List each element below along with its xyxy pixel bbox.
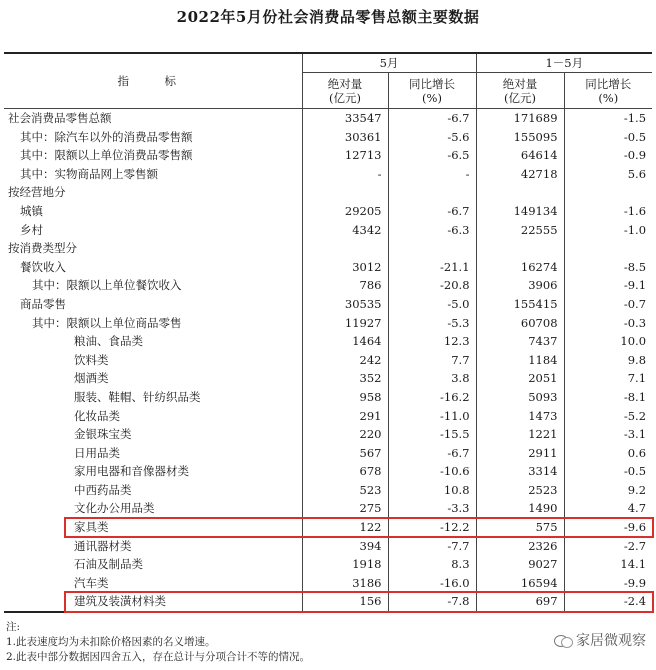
- row-name: 其中：除汽车以外的消费品零售额: [20, 129, 193, 144]
- ytd-yoy-value: 9.2: [564, 481, 652, 500]
- ytd-abs-value: 575: [476, 518, 564, 537]
- ytd-yoy-value: -2.7: [564, 537, 652, 556]
- may-yoy-value: -6.5: [388, 146, 476, 165]
- ytd-yoy-value: 5.6: [564, 165, 652, 184]
- table-row: [4, 128, 652, 147]
- table-row: [4, 518, 652, 537]
- watermark: [554, 630, 646, 650]
- ytd-abs-value: 2911: [476, 444, 564, 463]
- table-row: [4, 295, 652, 314]
- table-row: [4, 407, 652, 426]
- ytd-yoy-header: 同比增长 (%): [564, 73, 652, 109]
- may-abs-value: 567: [302, 444, 388, 463]
- may-yoy-header: 同比增长 (%): [388, 73, 476, 109]
- may-yoy-value: -6.7: [388, 109, 476, 128]
- notes-label: 注:: [6, 621, 21, 633]
- row-name: 饮料类: [74, 352, 109, 367]
- row-name: 按经营地分: [8, 185, 66, 200]
- row-name: 金银珠宝类: [74, 427, 132, 442]
- table-row: [4, 183, 652, 202]
- may-abs-value: 4342: [302, 221, 388, 240]
- ytd-yoy-value: -0.5: [564, 128, 652, 147]
- ytd-abs-value: 3314: [476, 462, 564, 481]
- may-abs-value: 3186: [302, 574, 388, 593]
- ytd-abs-value: 9027: [476, 555, 564, 574]
- row-name: 其中：限额以上单位餐饮收入: [32, 278, 182, 293]
- table-row: [4, 574, 652, 593]
- row-name: 服装、鞋帽、针纺织品类: [74, 389, 201, 404]
- ytd-abs-value: 22555: [476, 221, 564, 240]
- table-row: [4, 221, 652, 240]
- table-row: [4, 425, 652, 444]
- may-yoy-value: -7.8: [388, 592, 476, 612]
- ytd-abs-value: 155095: [476, 128, 564, 147]
- ytd-yoy-value: -9.9: [564, 574, 652, 593]
- ytd-yoy-value: 9.8: [564, 351, 652, 370]
- may-abs-value: 30535: [302, 295, 388, 314]
- ytd-abs-value: 2523: [476, 481, 564, 500]
- ytd-abs-value: 16274: [476, 258, 564, 277]
- may-abs-value: 352: [302, 369, 388, 388]
- may-abs-value: 30361: [302, 128, 388, 147]
- ytd-abs-value: 5093: [476, 388, 564, 407]
- ytd-yoy-value: 14.1: [564, 555, 652, 574]
- ytd-abs-value: 42718: [476, 165, 564, 184]
- may-yoy-value: -6.7: [388, 202, 476, 221]
- ytd-yoy-value: -8.5: [564, 258, 652, 277]
- table-row: [4, 146, 652, 165]
- may-yoy-value: -16.0: [388, 574, 476, 593]
- ytd-abs-value: 60708: [476, 314, 564, 333]
- may-abs-value: 958: [302, 388, 388, 407]
- table-row: [4, 332, 652, 351]
- ytd-abs-value: 3906: [476, 276, 564, 295]
- table-row: [4, 388, 652, 407]
- may-header: 5月: [302, 53, 476, 73]
- may-yoy-value: -12.2: [388, 518, 476, 537]
- may-abs-value: 1464: [302, 332, 388, 351]
- ytd-yoy-value: -5.2: [564, 407, 652, 426]
- may-yoy-value: -20.8: [388, 276, 476, 295]
- may-yoy-value: -5.0: [388, 295, 476, 314]
- table-row: [4, 239, 652, 258]
- may-yoy-value: [388, 183, 476, 202]
- may-yoy-value: -21.1: [388, 258, 476, 277]
- may-yoy-value: 8.3: [388, 555, 476, 574]
- may-abs-value: 3012: [302, 258, 388, 277]
- row-name: 其中：限额以上单位商品零售: [32, 315, 182, 330]
- table-row: [4, 258, 652, 277]
- ytd-abs-value: 1221: [476, 425, 564, 444]
- may-yoy-value: [388, 239, 476, 258]
- ytd-abs-value: 1473: [476, 407, 564, 426]
- table-row: [4, 369, 652, 388]
- ytd-abs-value: [476, 239, 564, 258]
- ytd-yoy-value: -2.4: [564, 592, 652, 612]
- ytd-abs-value: 7437: [476, 332, 564, 351]
- table-row: [4, 481, 652, 500]
- table-row: [4, 462, 652, 481]
- row-name: 家具类: [74, 520, 109, 535]
- ytd-yoy-value: 4.7: [564, 499, 652, 518]
- ytd-abs-value: 149134: [476, 202, 564, 221]
- ytd-yoy-value: -8.1: [564, 388, 652, 407]
- wechat-icon: [554, 633, 572, 647]
- ytd-abs-value: 1490: [476, 499, 564, 518]
- table-row: [4, 592, 652, 612]
- may-yoy-value: 10.8: [388, 481, 476, 500]
- ytd-abs-value: 155415: [476, 295, 564, 314]
- may-yoy-value: 3.8: [388, 369, 476, 388]
- row-name: 汽车类: [74, 575, 109, 590]
- may-yoy-value: -7.7: [388, 537, 476, 556]
- may-abs-value: 220: [302, 425, 388, 444]
- ytd-yoy-value: -9.6: [564, 518, 652, 537]
- ytd-yoy-value: -9.1: [564, 276, 652, 295]
- row-name: 化妆品类: [74, 408, 120, 423]
- may-abs-value: 11927: [302, 314, 388, 333]
- may-abs-value: 33547: [302, 109, 388, 128]
- table-row: [4, 444, 652, 463]
- row-name: 其中：实物商品网上零售额: [20, 166, 158, 181]
- may-abs-value: [302, 239, 388, 258]
- may-abs-value: -: [302, 165, 388, 184]
- ytd-yoy-value: -1.5: [564, 109, 652, 128]
- ytd-abs-value: 2326: [476, 537, 564, 556]
- ytd-yoy-value: -0.5: [564, 462, 652, 481]
- row-name: 烟酒类: [74, 371, 109, 386]
- ytd-yoy-value: -1.0: [564, 221, 652, 240]
- row-name: 粮油、食品类: [74, 334, 143, 349]
- may-abs-value: 523: [302, 481, 388, 500]
- may-yoy-value: -11.0: [388, 407, 476, 426]
- row-name: 其中：限额以上单位消费品零售额: [20, 148, 193, 163]
- ytd-abs-value: 697: [476, 592, 564, 612]
- row-name: 家用电器和音像器材类: [74, 464, 189, 479]
- table-row: [4, 202, 652, 221]
- may-abs-value: 275: [302, 499, 388, 518]
- table-row: [4, 314, 652, 333]
- ytd-header: 1－5月: [476, 53, 652, 73]
- row-name: 商品零售: [20, 296, 66, 311]
- may-abs-value: 786: [302, 276, 388, 295]
- may-yoy-value: -16.2: [388, 388, 476, 407]
- table-row: [4, 109, 652, 128]
- ytd-yoy-value: [564, 183, 652, 202]
- note-1: 1.此表速度均为未扣除价格因素的名义增速。: [6, 636, 216, 648]
- may-yoy-value: -5.6: [388, 128, 476, 147]
- may-yoy-value: 12.3: [388, 332, 476, 351]
- table-row: [4, 537, 652, 556]
- ytd-yoy-value: [564, 239, 652, 258]
- row-name: 通讯器材类: [74, 538, 132, 553]
- ytd-abs-value: 64614: [476, 146, 564, 165]
- ytd-abs-value: 1184: [476, 351, 564, 370]
- row-name: 城镇: [20, 203, 43, 218]
- may-abs-value: 122: [302, 518, 388, 537]
- ytd-abs-value: 171689: [476, 109, 564, 128]
- ytd-yoy-value: -0.3: [564, 314, 652, 333]
- ytd-yoy-value: 0.6: [564, 444, 652, 463]
- may-abs-value: 29205: [302, 202, 388, 221]
- may-yoy-value: -10.6: [388, 462, 476, 481]
- may-yoy-value: -6.3: [388, 221, 476, 240]
- note-2: 2.此表中部分数据因四舍五入，存在总计与分项合计不等的情况。: [6, 651, 311, 663]
- footnotes: [6, 620, 310, 665]
- may-yoy-value: 7.7: [388, 351, 476, 370]
- page-title: 2022年5月份社会消费品零售总额主要数据: [176, 8, 480, 26]
- row-name: 石油及制品类: [74, 557, 143, 572]
- table-row: [4, 351, 652, 370]
- row-name: 按消费类型分: [8, 241, 77, 256]
- ytd-yoy-value: 10.0: [564, 332, 652, 351]
- table-row: [4, 555, 652, 574]
- watermark-text: 家居微观察: [576, 633, 646, 649]
- may-abs-header: 绝对量 (亿元): [302, 73, 388, 109]
- table-row: [4, 276, 652, 295]
- row-name: 中西药品类: [74, 482, 132, 497]
- ytd-abs-header: 绝对量 (亿元): [476, 73, 564, 109]
- row-name: 社会消费品零售总额: [8, 111, 112, 125]
- ytd-abs-value: 2051: [476, 369, 564, 388]
- row-name: 文化办公用品类: [74, 501, 155, 516]
- may-abs-value: 291: [302, 407, 388, 426]
- ytd-yoy-value: -0.9: [564, 146, 652, 165]
- indicator-header: 指 标: [4, 53, 302, 109]
- may-abs-value: [302, 183, 388, 202]
- ytd-yoy-value: 7.1: [564, 369, 652, 388]
- table-row: [4, 499, 652, 518]
- may-yoy-value: -5.3: [388, 314, 476, 333]
- may-abs-value: 1918: [302, 555, 388, 574]
- may-yoy-value: -15.5: [388, 425, 476, 444]
- table-row: [4, 165, 652, 184]
- may-abs-value: 242: [302, 351, 388, 370]
- ytd-yoy-value: -3.1: [564, 425, 652, 444]
- ytd-abs-value: [476, 183, 564, 202]
- ytd-yoy-value: -1.6: [564, 202, 652, 221]
- retail-sales-table: [4, 52, 652, 613]
- may-yoy-value: -6.7: [388, 444, 476, 463]
- ytd-abs-value: 16594: [476, 574, 564, 593]
- row-name: 日用品类: [74, 445, 120, 460]
- may-yoy-value: -: [388, 165, 476, 184]
- row-name: 乡村: [20, 222, 43, 237]
- may-abs-value: 394: [302, 537, 388, 556]
- may-abs-value: 678: [302, 462, 388, 481]
- may-abs-value: 12713: [302, 146, 388, 165]
- row-name: 建筑及装潢材料类: [4, 592, 302, 612]
- ytd-yoy-value: -0.7: [564, 295, 652, 314]
- row-name: 餐饮收入: [20, 259, 66, 274]
- may-yoy-value: -3.3: [388, 499, 476, 518]
- may-abs-value: 156: [302, 592, 388, 612]
